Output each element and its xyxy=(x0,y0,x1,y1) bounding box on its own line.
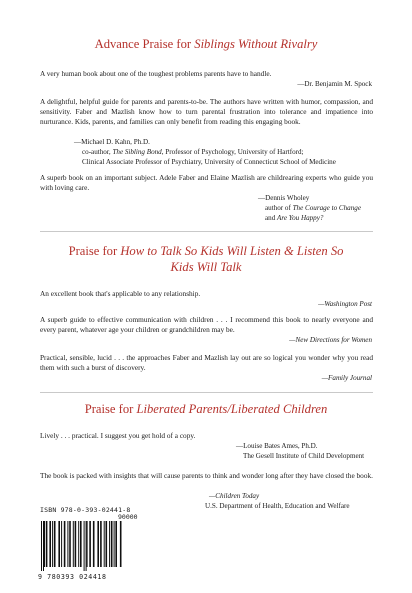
barcode-bar xyxy=(93,521,95,567)
barcode-bar xyxy=(100,521,102,567)
barcode-bar xyxy=(43,521,44,571)
barcode-bar xyxy=(80,521,82,567)
barcode-bar xyxy=(120,521,122,567)
barcode-bar xyxy=(115,521,117,567)
barcode-digits: 9 780393 024418 xyxy=(38,573,107,581)
quote-new-directions: A superb guide to effective communication with children . . . I recommend this book to nearly everyone and every parent, whatever age your children or grandchildren may be. xyxy=(40,315,373,334)
price-code: 90000 xyxy=(118,513,138,521)
barcode-bar xyxy=(61,521,62,567)
section-divider-1 xyxy=(40,231,373,232)
attribution-washington-post: —Washington Post xyxy=(318,300,372,308)
barcode-bar xyxy=(106,521,108,567)
quote-spock: A very human book about one of the toughest problems parents have to handle. xyxy=(40,69,272,78)
barcode-bar xyxy=(52,521,53,567)
quote-wholey: A superb book on an important subject. Adele Faber and Elaine Mazlish are childrearing experts who guide you with loving care. xyxy=(40,173,373,192)
barcode-bar xyxy=(111,521,113,567)
section-divider-2 xyxy=(40,392,373,393)
barcode-bar xyxy=(44,521,45,567)
barcode-bar xyxy=(109,521,110,567)
barcode-bar xyxy=(49,521,51,567)
barcode-bar xyxy=(64,521,66,567)
barcode-bar xyxy=(97,521,99,567)
quote-washington-post: An excellent book that's applicable to any relationship. xyxy=(40,289,201,298)
barcode-bar xyxy=(46,521,48,567)
barcode-bar xyxy=(73,521,74,567)
barcode-bar xyxy=(54,521,56,567)
attribution-spock: —Dr. Benjamin M. Spock xyxy=(297,80,372,88)
barcode-bar xyxy=(69,521,71,567)
attribution-ames: —Louise Bates Ames, Ph.D. The Gesell Institute of Child Development xyxy=(236,442,365,460)
section-title-how-to-talk: Praise for How to Talk So Kids Will Listen & Listen So Kids Will Talk xyxy=(68,244,344,274)
quote-ames: Lively . . . practical. I suggest you get hold of a copy. xyxy=(40,431,196,440)
attribution-kahn: —Michael D. Kahn, Ph.D. co-author, The Sibling Bond, Professor of Psychology, University of Hartford; Clinical Associate Professor of Psychiatry, University of Connecticut School of Medicine xyxy=(74,138,336,166)
barcode-bar xyxy=(67,521,68,567)
barcode-image xyxy=(40,521,140,573)
isbn-text: ISBN 978-0-393-02441-8 xyxy=(40,506,131,514)
barcode-bar xyxy=(41,521,42,571)
barcode-bar xyxy=(75,521,77,567)
barcode-bar xyxy=(58,521,60,567)
barcode-bar xyxy=(86,521,87,571)
barcode-bar xyxy=(114,521,115,567)
barcode-bar xyxy=(78,521,79,567)
attribution-family-journal: —Family Journal xyxy=(321,374,372,382)
quote-family-journal: Practical, sensible, lucid . . . the approaches Faber and Mazlish lay out are so logical you wonder why you read them with such a burst of discovery. xyxy=(40,353,373,372)
barcode-bar xyxy=(104,521,105,567)
barcode-bar xyxy=(84,521,85,571)
barcode-bar xyxy=(89,521,91,567)
attribution-children-today: —Children Today U.S. Department of Health, Education and Welfare xyxy=(205,492,350,510)
attribution-wholey: —Dennis Wholey author of The Courage to Change and Are You Happy? xyxy=(258,194,361,222)
quote-kahn: A delightful, helpful guide for parents and parents-to-be. The authors have written with humor, compassion, and sensitivity. Faber and Mazlish know how to turn parental frustration into tolerance and impatience into nurturance. Kids, parents, and families can only benefit from reading this engaging book. xyxy=(40,97,373,126)
section-title-liberated-parents: Praise for Liberated Parents/Liberated Children xyxy=(84,402,328,416)
quote-children-today: The book is packed with insights that will cause parents to think and wonder long after they have closed the book. xyxy=(40,471,373,480)
attribution-new-directions: —New Directions for Women xyxy=(289,336,372,344)
section-title-siblings: Advance Praise for Siblings Without Rivalry xyxy=(94,37,318,51)
barcode-bar xyxy=(87,521,88,567)
